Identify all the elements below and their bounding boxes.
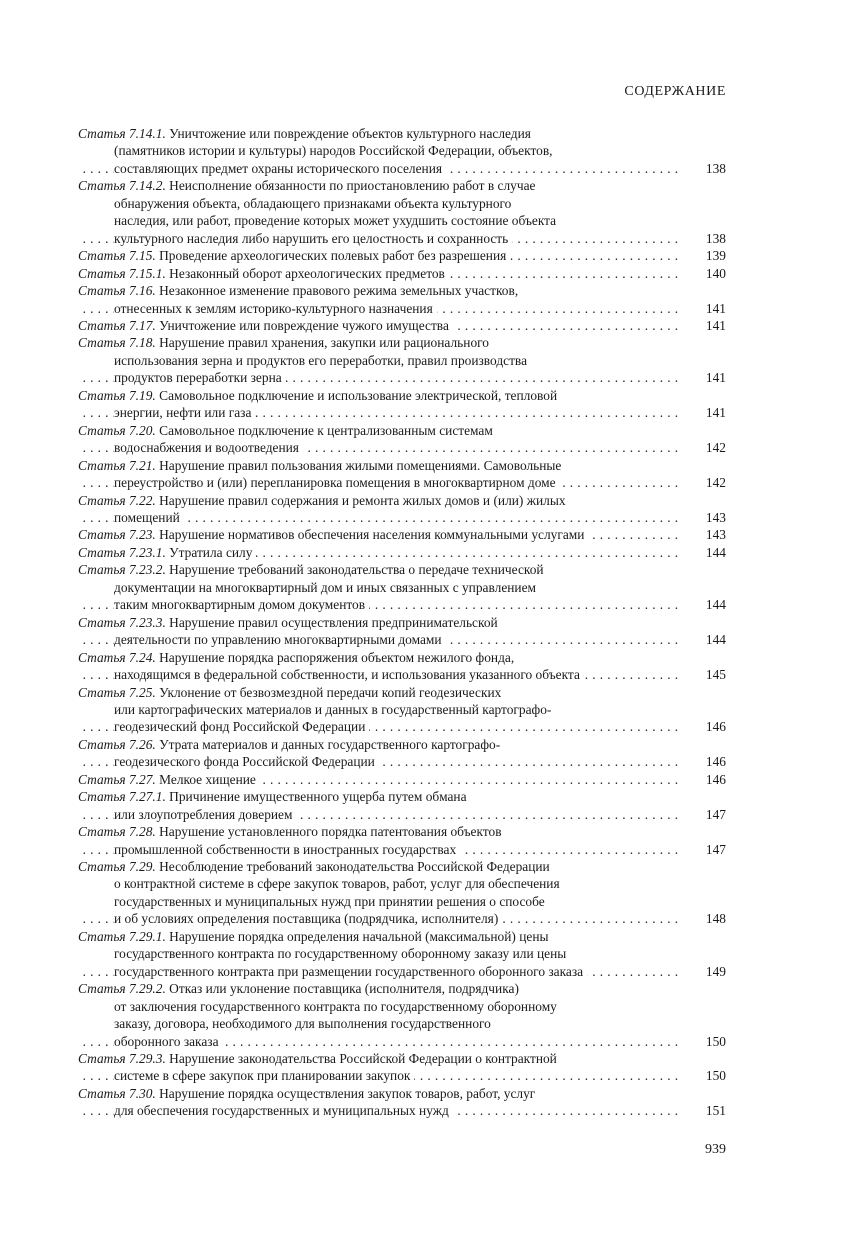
toc-entry-text: [114, 1068, 414, 1083]
toc-entry: [78, 334, 726, 386]
toc-entry-line: [78, 177, 726, 194]
toc-entry: [78, 177, 726, 247]
article-title: государственного контракта при размещении государственного оборонного заказа: [114, 963, 584, 979]
toc-entry-line: [78, 544, 726, 561]
toc-page-number: 146: [686, 771, 726, 788]
article-title: Несоблюдение требований законодательства Российской Федерации: [159, 859, 550, 875]
article-number: Статья 7.29.1.: [78, 928, 166, 944]
toc-entry-line: [78, 212, 726, 229]
article-number: Статья 7.27.1.: [78, 789, 166, 805]
toc-entry: [78, 544, 726, 561]
toc-entry-text: [78, 266, 449, 281]
article-title: Нарушение правил пользования жилыми помещениями. Самовольные: [159, 457, 562, 473]
toc-entry-line: [78, 963, 726, 980]
toc-entry-line: [78, 718, 726, 735]
toc-entry-line: [78, 666, 726, 683]
article-title: Самовольное подключение и использование электрической, тепловой: [159, 387, 558, 403]
toc-entry-line: [78, 439, 726, 456]
toc-entry-text: [114, 301, 437, 316]
article-number: Статья 7.24.: [78, 649, 156, 665]
toc-entry-line: [78, 1067, 726, 1084]
toc-page-number: 143: [686, 509, 726, 526]
toc-entry-text: [114, 667, 584, 682]
toc-entry-text: [114, 196, 511, 211]
toc-entry-line: [78, 928, 726, 945]
toc-page-number: 144: [686, 631, 726, 648]
article-number: Статья 7.29.2.: [78, 981, 166, 997]
article-title: культурного наследия либо нарушить его целостность и сохранность: [114, 230, 509, 246]
article-title: заказу, договора, необходимого для выполнения государственного: [114, 1016, 491, 1032]
toc-page-number: 138: [686, 160, 726, 177]
toc-entry-text: [114, 1016, 491, 1031]
toc-entry-line: [78, 614, 726, 631]
toc-entry-line: [78, 841, 726, 858]
toc-entry-text: [78, 248, 510, 263]
toc-entry-line: [78, 334, 726, 351]
toc-entry: [78, 282, 726, 317]
article-title: переустройство и (или) перепланировка помещения в многоквартирном доме: [114, 475, 556, 491]
toc-entry-text: [78, 493, 566, 508]
article-title: Незаконный оборот археологических предметов: [169, 265, 445, 281]
toc-entry-line: [78, 317, 726, 334]
article-title: Уничтожение или повреждение чужого имущества: [159, 317, 449, 333]
article-title: промышленной собственности в иностранных государствах: [114, 841, 457, 857]
toc-entry-line: [78, 125, 726, 142]
toc-entry-text: [78, 527, 588, 542]
toc-entry-text: [78, 423, 493, 438]
article-title: деятельности по управлению многоквартирными домами: [114, 632, 442, 648]
article-title: Нарушение правил содержания и ремонта жилых домов и (или) жилых: [159, 492, 566, 508]
article-title: продуктов переработки зерна: [114, 370, 282, 386]
toc-entry-text: [114, 702, 551, 717]
toc-page-number: 141: [686, 404, 726, 421]
article-title: составляющих предмет охраны исторического поселения: [114, 160, 443, 176]
toc-entry-text: [114, 143, 553, 158]
article-title: Неисполнение обязанности по приостановлению работ в случае: [169, 178, 536, 194]
toc-entry: [78, 387, 726, 422]
article-title: государственного контракта по государственному оборонному заказу или цены: [114, 946, 567, 962]
toc-entry: [78, 1050, 726, 1085]
toc-entry-text: [78, 335, 489, 350]
toc-entry-text: [114, 999, 557, 1014]
toc-entry-text: [114, 231, 512, 246]
toc-entry-line: [78, 910, 726, 927]
article-title: (памятников истории и культуры) народов Российской Федерации, объектов,: [114, 143, 553, 159]
toc-entry-line: [78, 1050, 726, 1067]
toc-entry-text: [114, 405, 255, 420]
article-number: Статья 7.29.: [78, 859, 156, 875]
article-number: Статья 7.19.: [78, 387, 156, 403]
article-number: Статья 7.23.1.: [78, 544, 166, 560]
article-title: помещений: [114, 509, 180, 525]
toc-entry-text: [78, 859, 550, 874]
toc-entry-line: [78, 771, 726, 788]
toc-entry-text: [114, 946, 566, 961]
article-number: Статья 7.29.3.: [78, 1051, 166, 1067]
toc-entry-line: [78, 1102, 726, 1119]
article-title: или картографических материалов и данных в государственный картографо-: [114, 701, 552, 717]
toc-page-number: 147: [686, 841, 726, 858]
toc-entry-text: [114, 842, 460, 857]
toc-entry-text: [114, 754, 379, 769]
article-title: Уклонение от безвозмездной передачи копий геодезических: [159, 684, 502, 700]
toc-entry-line: [78, 893, 726, 910]
toc-entry: [78, 1085, 726, 1120]
toc-entry-text: [114, 580, 536, 595]
article-number: Статья 7.25.: [78, 684, 156, 700]
toc-entry-text: [114, 964, 587, 979]
toc-entry: [78, 492, 726, 527]
toc-page-number: 144: [686, 544, 726, 561]
article-title: Утратила силу: [169, 544, 253, 560]
toc-entry-line: [78, 561, 726, 578]
toc-page-number: 141: [686, 317, 726, 334]
toc-entry-text: [78, 772, 260, 787]
toc-entry-line: [78, 457, 726, 474]
toc-entry-text: [78, 1051, 557, 1066]
toc-entry-line: [78, 247, 726, 264]
toc-entry-line: [78, 265, 726, 282]
toc-entry-text: [114, 353, 527, 368]
article-title: Нарушение установленного порядка патентования объектов: [159, 824, 502, 840]
toc-entry: [78, 317, 726, 334]
toc-entry-line: [78, 858, 726, 875]
toc-entry-text: [78, 388, 557, 403]
article-title: системе в сфере закупок при планировании закупок: [114, 1068, 411, 1084]
toc-page-number: 142: [686, 474, 726, 491]
toc-entry-line: [78, 142, 726, 159]
article-title: Незаконное изменение правового режима земельных участков,: [159, 283, 519, 299]
toc-entry-line: [78, 195, 726, 212]
toc-entry-line: [78, 1085, 726, 1102]
toc-page-number: 138: [686, 230, 726, 247]
toc-entry-text: [78, 458, 561, 473]
article-number: Статья 7.18.: [78, 335, 156, 351]
toc-page-number: 143: [686, 526, 726, 543]
article-title: геодезический фонд Российской Федерации: [114, 719, 366, 735]
toc-entry-line: [78, 492, 726, 509]
toc-entry-line: [78, 509, 726, 526]
toc-entry-text: [78, 283, 518, 298]
toc-page-number: 147: [686, 806, 726, 823]
toc-entry-line: [78, 649, 726, 666]
toc-entry-text: [114, 213, 556, 228]
article-number: Статья 7.14.2.: [78, 178, 166, 194]
article-title: Нарушение правил хранения, закупки или рационального: [159, 335, 489, 351]
toc-entry-line: [78, 300, 726, 317]
toc-entry-line: [78, 596, 726, 613]
toc-entry: [78, 980, 726, 1050]
toc-entry-text: [114, 807, 296, 822]
toc-entry-line: [78, 806, 726, 823]
toc-entry-line: [78, 945, 726, 962]
toc-page-number: 150: [686, 1067, 726, 1084]
toc-entry-line: [78, 526, 726, 543]
toc-entry-line: [78, 753, 726, 770]
toc-entry-text: [114, 1103, 453, 1118]
article-title: водоснабжения и водоотведения: [114, 440, 299, 456]
toc-entry: [78, 736, 726, 771]
article-number: Статья 7.22.: [78, 492, 156, 508]
article-title: Нарушение требований законодательства о передаче технической: [169, 562, 544, 578]
toc-page-number: 144: [686, 596, 726, 613]
toc-entry-text: [78, 650, 514, 665]
toc-page-number: 145: [686, 666, 726, 683]
article-number: Статья 7.30.: [78, 1085, 156, 1101]
article-title: документации на многоквартирный дом и иных связанных с управлением: [114, 579, 537, 595]
article-number: Статья 7.15.: [78, 248, 156, 264]
toc-entry-text: [114, 597, 369, 612]
article-title: оборонного заказа: [114, 1033, 219, 1049]
article-title: наследия, или работ, проведение которых может ухудшить состояние объекта: [114, 213, 557, 229]
article-title: энергии, нефти или газа: [114, 405, 252, 421]
toc-entry-line: [78, 422, 726, 439]
article-title: Нарушение порядка определения начальной (максимальной) цены: [169, 928, 549, 944]
toc-entry: [78, 561, 726, 613]
toc-entry-text: [78, 178, 536, 193]
toc-entry: [78, 684, 726, 736]
toc-entry-line: [78, 736, 726, 753]
article-title: таким многоквартирным домом документов: [114, 597, 366, 613]
article-number: Статья 7.26.: [78, 736, 156, 752]
article-number: Статья 7.15.1.: [78, 265, 166, 281]
toc-entry-text: [114, 632, 446, 647]
article-title: находящимся в федеральной собственности, и использования указанного объекта: [114, 667, 580, 683]
toc-entry: [78, 614, 726, 649]
toc-entry: [78, 265, 726, 282]
toc-page-number: 150: [686, 1033, 726, 1050]
toc-entry: [78, 526, 726, 543]
toc-entry-line: [78, 998, 726, 1015]
toc-entry-line: [78, 404, 726, 421]
toc-entry-line: [78, 1033, 726, 1050]
toc-entry-line: [78, 684, 726, 701]
article-title: Нарушение законодательства Российской Федерации о контрактной: [169, 1051, 557, 1067]
toc-entry-text: [78, 562, 544, 577]
article-title: Нарушение правил осуществления предпринимательской: [169, 614, 498, 630]
toc-entry: [78, 649, 726, 684]
toc-page-number: 140: [686, 265, 726, 282]
article-number: Статья 7.14.1.: [78, 126, 166, 141]
toc-entry: [78, 247, 726, 264]
article-number: Статья 7.23.3.: [78, 614, 166, 630]
toc-page-number: 141: [686, 369, 726, 386]
toc-entry: [78, 928, 726, 980]
article-title: Нарушение порядка распоряжения объектом нежилого фонда,: [159, 649, 515, 665]
article-title: геодезического фонда Российской Федерации: [114, 754, 375, 770]
page-number: 939: [705, 1142, 726, 1157]
toc-page-number: 146: [686, 753, 726, 770]
toc-entry-line: [78, 282, 726, 299]
toc-entry-text: [78, 929, 548, 944]
toc-entry-text: [78, 545, 256, 560]
toc-entry-text: [114, 894, 545, 909]
article-title: и об условиях определения поставщика (подрядчика, исполнителя): [114, 911, 499, 927]
toc-entry-text: [78, 824, 502, 839]
toc-page-number: 146: [686, 718, 726, 735]
toc-entry-text: [114, 1034, 223, 1049]
article-title: Самовольное подключение к централизованным системам: [159, 422, 493, 438]
article-title: Отказ или уклонение поставщика (исполнителя, подрядчика): [169, 981, 519, 997]
toc-entry-text: [78, 789, 467, 804]
toc-entry-text: [114, 876, 560, 891]
toc-entry-line: [78, 369, 726, 386]
article-number: Статья 7.17.: [78, 317, 156, 333]
article-title: Проведение археологических полевых работ без разрешения: [159, 248, 507, 264]
toc-entry: [78, 422, 726, 457]
toc-page-number: 142: [686, 439, 726, 456]
toc-entry-text: [114, 911, 502, 926]
toc-entry-line: [78, 980, 726, 997]
toc-page-number: 139: [686, 247, 726, 264]
toc-entry-text: [78, 685, 501, 700]
article-number: Статья 7.28.: [78, 824, 156, 840]
article-number: Статья 7.21.: [78, 457, 156, 473]
toc-entry-text: [114, 440, 303, 455]
toc-entry: [78, 125, 726, 177]
article-number: Статья 7.20.: [78, 422, 156, 438]
toc-entry-text: [114, 510, 184, 525]
toc-entry-text: [78, 737, 500, 752]
toc-entry: [78, 457, 726, 492]
article-title: от заключения государственного контракта по государственному оборонному: [114, 998, 557, 1014]
article-title: для обеспечения государственных и муниципальных нужд: [114, 1103, 449, 1119]
article-number: Статья 7.27.: [78, 771, 156, 787]
article-title: использования зерна и продуктов его переработки, правил производства: [114, 352, 528, 368]
toc-entry: [78, 823, 726, 858]
running-head: СОДЕРЖАНИЕ: [624, 84, 726, 99]
toc-entry: [78, 771, 726, 788]
toc-entry-line: [78, 823, 726, 840]
article-title: Нарушение нормативов обеспечения населения коммунальными услугами: [159, 527, 585, 543]
article-title: Уничтожение или повреждение объектов культурного наследия: [169, 126, 531, 141]
toc-page-number: 141: [686, 300, 726, 317]
toc-entry-line: [78, 352, 726, 369]
toc-entry-text: [78, 318, 453, 333]
toc-entry-line: [78, 230, 726, 247]
article-number: Статья 7.23.2.: [78, 562, 166, 578]
article-title: Нарушение порядка осуществления закупок товаров, работ, услуг: [159, 1085, 536, 1101]
toc-entry-text: [114, 161, 446, 176]
article-title: государственных и муниципальных нужд при принятии решения о способе: [114, 893, 545, 909]
toc-entry-line: [78, 387, 726, 404]
toc-entry-text: [114, 475, 560, 490]
toc-entry-text: [114, 719, 369, 734]
article-title: Причинение имущественного ущерба путем обмана: [169, 789, 467, 805]
toc-entry-line: [78, 474, 726, 491]
toc-entry-line: [78, 788, 726, 805]
toc-entry-text: [78, 981, 519, 996]
toc-entry: [78, 788, 726, 823]
article-number: Статья 7.23.: [78, 527, 156, 543]
toc-page-number: 151: [686, 1102, 726, 1119]
toc-page-number: 148: [686, 910, 726, 927]
article-title: отнесенных к землям историко-культурного назначения: [114, 300, 433, 316]
toc-entry-line: [78, 701, 726, 718]
toc-page-number: 149: [686, 963, 726, 980]
article-number: Статья 7.16.: [78, 283, 156, 299]
article-title: Утрата материалов и данных государственного картографо-: [159, 736, 501, 752]
article-title: или злоупотребления доверием: [114, 806, 293, 822]
article-title: обнаружения объекта, обладающего признаками объекта культурного: [114, 195, 512, 211]
toc-entry-text: [114, 370, 286, 385]
article-title: о контрактной системе в сфере закупок товаров, работ, услуг для обеспечения: [114, 876, 560, 892]
toc-entry-line: [78, 579, 726, 596]
article-title: Мелкое хищение: [159, 771, 256, 787]
toc-entry-line: [78, 1015, 726, 1032]
toc-entry-line: [78, 160, 726, 177]
toc-entry-line: [78, 631, 726, 648]
toc-entry-line: [78, 875, 726, 892]
table-of-contents: [78, 125, 726, 1120]
toc-entry-text: [78, 615, 498, 630]
toc-entry: [78, 858, 726, 928]
toc-entry-text: [78, 126, 531, 141]
toc-entry-text: [78, 1086, 535, 1101]
